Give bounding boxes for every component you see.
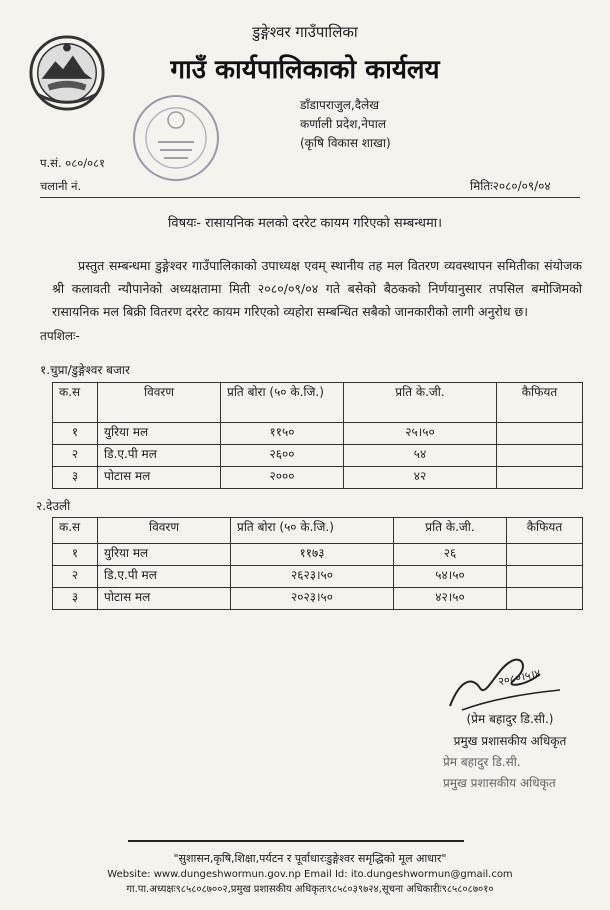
handwritten-signature — [410, 640, 570, 714]
cell: पोटास मल — [98, 467, 221, 489]
letter-date: मितिः२०८०/०९/०४ — [470, 179, 551, 193]
subject-line: विषयः- रासायनिक मलको दररेट कायम गरिएको सम्बन्धमा। — [167, 216, 443, 231]
header-cell: विवरण — [98, 383, 221, 423]
stamp-name: प्रेम बहादुर डि.सी. — [443, 755, 521, 769]
header-cell: क.स — [53, 518, 98, 544]
cell — [497, 467, 583, 489]
footer-phone-numbers: गा.पा.अध्यक्षः९८५८०८७००२,प्रमुख प्रशासकीय अधिकृतः९८५८०३९७२४,सूचना अधिकारीः९८५८०८७०१० — [126, 884, 494, 895]
table-row — [53, 588, 583, 610]
stamp-designation: प्रमुख प्रशासकीय अधिकृत — [443, 776, 556, 790]
cell — [507, 544, 583, 566]
office-seal-stamp — [130, 92, 222, 184]
cell: युरिया मल — [98, 423, 221, 445]
header-cell: प्रति के.जी. — [394, 518, 507, 544]
cell: ३ — [53, 588, 98, 610]
table-2-title: २.देउली — [36, 499, 71, 513]
header-cell: प्रति के.जी. — [344, 383, 497, 423]
section-name: (कृषि विकास शाखा) — [300, 136, 391, 150]
signatory-name: (प्रेम बहादुर डि.सी.) — [466, 712, 554, 726]
footer-divider — [128, 840, 464, 842]
cell: ५४।५० — [394, 566, 507, 588]
reference-block — [40, 152, 105, 198]
cell: युरिया मल — [98, 544, 231, 566]
table-row — [53, 467, 583, 489]
address-line-1: डाँडापराजुल,दैलेख — [300, 98, 380, 112]
cell: पोटास मल — [98, 588, 231, 610]
cell: डि.ए.पी मल — [98, 445, 221, 467]
signatory-block — [440, 708, 580, 752]
address-block — [300, 96, 391, 153]
designation-stamp — [443, 752, 573, 794]
header-divider — [40, 197, 580, 198]
tapsil-label: तपशिलः- — [40, 329, 80, 343]
cell: २ — [53, 445, 98, 467]
cell: २६०० — [221, 445, 344, 467]
signatory-designation: प्रमुख प्रशासकीय अधिकृत — [453, 734, 567, 748]
cell — [507, 588, 583, 610]
cell: ४२।५० — [394, 588, 507, 610]
cell — [497, 445, 583, 467]
patra-sankhya: प.सं. ०८०/०८१ — [40, 156, 106, 170]
cell: २ — [53, 566, 98, 588]
rate-table-1 — [52, 382, 583, 489]
cell: ३ — [53, 467, 98, 489]
cell: १ — [53, 544, 98, 566]
cell: ११५० — [221, 423, 344, 445]
cell: २५।५० — [344, 423, 497, 445]
cell — [507, 566, 583, 588]
handwritten-date: २०८०।५।४ — [497, 666, 542, 689]
table-row — [53, 423, 583, 445]
table-header-row — [53, 518, 583, 544]
table-1-title: १.चुप्रा/डुङ्गेश्वर बजार — [40, 363, 130, 377]
header-cell: क.स — [53, 383, 98, 423]
cell: ५४ — [344, 445, 497, 467]
footer-web-email: Website: www.dungeshwormun.gov.np Email Id: ito.dungeshwormun@gmail.com — [107, 869, 513, 880]
table-row — [53, 544, 583, 566]
cell: ४२ — [344, 467, 497, 489]
cell: डि.ए.पी मल — [98, 566, 231, 588]
table-row — [53, 566, 583, 588]
cell: २६२३।५० — [231, 566, 394, 588]
header-cell: प्रति बोरा (५० के.जि.) — [231, 518, 394, 544]
cell — [497, 423, 583, 445]
header-cell: प्रति बोरा (५० के.जि.) — [221, 383, 344, 423]
footer-slogan: "सुशासन,कृषि,शिक्षा,पर्यटन र पूर्वाधारःडुङ्गेश्वर समृद्धिको मूल आधार" — [173, 852, 447, 865]
cell: २०२३।५० — [231, 588, 394, 610]
header-cell: कैफियत — [497, 383, 583, 423]
header-cell: विवरण — [98, 518, 231, 544]
cell: १ — [53, 423, 98, 445]
address-line-2: कर्णाली प्रदेश,नेपाल — [300, 117, 386, 131]
table-header-row — [53, 383, 583, 423]
table-row — [53, 445, 583, 467]
office-title: गाउँ कार्यपालिकाको कार्यलय — [170, 55, 440, 85]
letter-body — [40, 254, 582, 348]
body-paragraph: प्रस्तुत सम्बन्धमा डुङ्गेश्वर गाउँपालिकाको उपाध्यक्ष एवम् स्थानीय तह मल वितरण व्यवस्थापन समितीका संयोजक श्री कलावती न्यौपानेको अध्यक्षतामा मिती २०८०/०९/०४ गते बसेको बैठकको निर्णयानुसार तपसिल बमोजिमको रासायनिक मल बिक्री वितरण दररेट कायम गरिएको व्यहोरा सम्बन्धित सबैको जानकारीको लागी अनुरोध छ। — [52, 258, 582, 319]
header-cell: कैफियत — [507, 518, 583, 544]
chalani-number: चलानी नं. — [40, 179, 82, 193]
municipality-name: डुङ्गेश्वर गाउँपालिका — [252, 23, 358, 41]
cell: २६ — [394, 544, 507, 566]
cell: ११७३ — [231, 544, 394, 566]
rate-table-2 — [52, 517, 583, 610]
cell: २००० — [221, 467, 344, 489]
